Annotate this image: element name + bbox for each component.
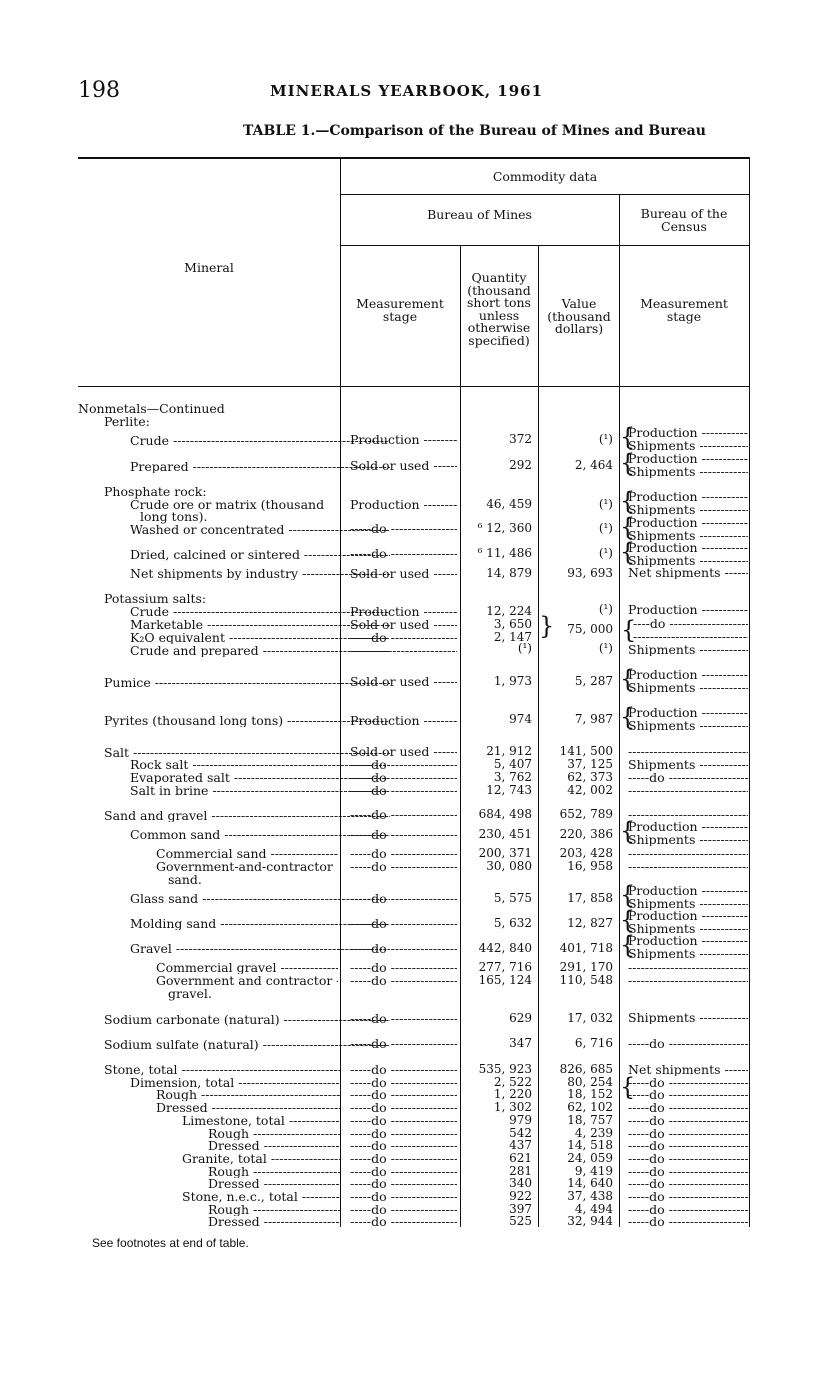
- header-bureau-of-mines: Bureau of Mines: [427, 207, 532, 222]
- mineral-sg-glass: Glass sand -----: [130, 892, 390, 905]
- stage-sg-glass: -----do -----: [350, 892, 457, 905]
- val-stone-7: 24, 059: [567, 1151, 613, 1165]
- stage-salt: Sold or used -----: [350, 745, 457, 758]
- col-line-5: [749, 157, 750, 1227]
- qty-stone-5: 542: [509, 1126, 532, 1140]
- census-sg-cg: [628, 961, 748, 974]
- stage-stone-0: -----do -----: [350, 1063, 457, 1076]
- table-title: TABLE 1.—Comparison of the Bureau of Mines and Bureau: [243, 123, 706, 139]
- mineral-stone-7: Granite, total -----: [182, 1152, 340, 1165]
- census-ph-crude-1: Production -----: [628, 490, 748, 503]
- val-stone-6: 14, 518: [567, 1138, 613, 1152]
- mineral-sg-commercial: Commercial sand -----: [156, 847, 338, 860]
- qty-salt-evap: 3, 762: [493, 770, 532, 784]
- mineral-sg-gov-2: sand.: [168, 872, 202, 887]
- stage-pot-crude: Production -----: [350, 605, 457, 618]
- qty-sulfate: 347: [509, 1036, 532, 1050]
- header-mineral: Mineral: [184, 260, 234, 275]
- stage-stone-6: -----do -----: [350, 1139, 457, 1152]
- census-sg-gravel-2: Shipments -----: [628, 947, 748, 960]
- qty-sg-glass: 5, 575: [493, 891, 532, 905]
- brace-icon: {: [620, 423, 636, 451]
- stage-ph-washed: -----do -----: [350, 522, 457, 535]
- mineral-pumice: Pumice -----: [104, 676, 390, 689]
- stage-stone-5: -----do -----: [350, 1127, 457, 1140]
- qty-pot-crude: 12, 224: [486, 604, 532, 618]
- mineral-sg-common: Common sand -----: [130, 828, 390, 841]
- mineral-stone-9: Dressed -----: [208, 1177, 340, 1190]
- qty-pot-marketable: 3, 650: [493, 617, 532, 631]
- stage-sg: -----do -----: [350, 808, 457, 821]
- qty-ph-net: 14, 879: [486, 566, 532, 580]
- val-stone-1: 80, 254: [567, 1075, 613, 1089]
- val-stone-12: 32, 944: [567, 1214, 613, 1228]
- brace-icon: {: [620, 449, 636, 477]
- mineral-stone-3: Dressed -----: [156, 1101, 340, 1114]
- qty-pumice: 1, 973: [493, 674, 532, 688]
- census-pot-crude: Production -----: [628, 603, 748, 616]
- val-sg-glass: 17, 858: [567, 891, 613, 905]
- mineral-salt: Salt -----: [104, 746, 390, 759]
- qty-stone-2: 1, 220: [493, 1087, 532, 1101]
- census-sulfate: -----do -----: [628, 1037, 748, 1050]
- qty-sg-gcg: 165, 124: [478, 973, 532, 987]
- mineral-sulfate: Sodium sulfate (natural) -----: [104, 1038, 390, 1051]
- census-pyrites-2: Shipments -----: [628, 719, 748, 732]
- brace-right-icon: }: [539, 612, 555, 640]
- census-pot-cp: Shipments -----: [628, 643, 748, 656]
- val-salt-brine: 42, 002: [567, 783, 613, 797]
- val-stone-2: 18, 152: [567, 1087, 613, 1101]
- page-number: 198: [78, 78, 120, 103]
- val-pot-crude: (¹): [598, 602, 613, 616]
- qty-ph-crude: 46, 459: [486, 497, 532, 511]
- stage-sg-common: -----do -----: [350, 828, 457, 841]
- mineral-ph-crude: Crude ore or matrix (thousand: [130, 497, 325, 512]
- qty-soda: 629: [509, 1011, 532, 1025]
- qty-perlite-prepared: 292: [509, 458, 532, 472]
- val-ph-net: 93, 693: [567, 566, 613, 580]
- census-stone-10: -----do -----: [628, 1190, 748, 1203]
- census-perlite-crude-1: Production -----: [628, 426, 748, 439]
- brace-icon: {: [620, 703, 636, 731]
- stage-stone-2: -----do -----: [350, 1088, 457, 1101]
- census-sg-gcg: [628, 974, 748, 987]
- mineral-sg-gov: Government-and-contractor: [156, 859, 333, 874]
- mineral-stone-2: Rough -----: [156, 1088, 340, 1101]
- mineral-stone-4: Limestone, total -----: [182, 1114, 340, 1127]
- census-pumice-1: Production -----: [628, 668, 748, 681]
- stage-soda: -----do -----: [350, 1012, 457, 1025]
- val-stone-8: 9, 419: [574, 1164, 613, 1178]
- rule-top: [78, 157, 750, 159]
- mineral-pot-k2o: K₂O equivalent -----: [130, 631, 390, 644]
- running-head: MINERALS YEARBOOK, 1961: [270, 82, 544, 100]
- mineral-sg-gcg-2: gravel.: [168, 986, 212, 1001]
- mineral-stone-1: Dimension, total -----: [130, 1076, 340, 1089]
- brace-icon: {: [620, 538, 636, 566]
- qty-stone-7: 621: [509, 1151, 532, 1165]
- mineral-ph-washed: Washed or concentrated -----: [130, 523, 390, 536]
- header-quantity: Quantity (thousand short tons unless otherwise specified): [467, 270, 531, 348]
- mineral-salt-evap: Evaporated salt -----: [130, 771, 390, 784]
- qty-stone-4: 979: [509, 1113, 532, 1127]
- mineral-ph-dried: Dried, calcined or sintered -----: [130, 548, 390, 561]
- stage-sg-molding: -----do -----: [350, 917, 457, 930]
- census-salt-rock: Shipments -----: [628, 758, 748, 771]
- brace-icon: {: [620, 881, 636, 909]
- mineral-stone-8: Rough -----: [208, 1165, 340, 1178]
- stage-salt-brine: -----do -----: [350, 784, 457, 797]
- census-perlite-crude-2: Shipments -----: [628, 439, 748, 452]
- col-line-1: [340, 157, 341, 1227]
- census-perlite-prepared-1: Production -----: [628, 452, 748, 465]
- mineral-stone-0: Stone, total -----: [104, 1063, 340, 1076]
- val-sg-molding: 12, 827: [567, 916, 613, 930]
- census-pyrites-1: Production -----: [628, 706, 748, 719]
- census-stone-9: -----do -----: [628, 1177, 748, 1190]
- mineral-pot-crude: Crude -----: [130, 605, 390, 618]
- census-stone-8: -----do -----: [628, 1165, 748, 1178]
- stage-stone-3: -----do -----: [350, 1101, 457, 1114]
- header-commodity-data: Commodity data: [492, 169, 598, 184]
- census-stone-6: -----do -----: [628, 1139, 748, 1152]
- census-salt-evap: -----do -----: [628, 771, 748, 784]
- val-sg-common: 220, 386: [559, 827, 613, 841]
- header-measurement-stage: Measurement stage: [356, 296, 444, 324]
- brace-icon: {: [620, 906, 636, 934]
- val-sg-gcg: 110, 548: [559, 973, 613, 987]
- mineral-sg-cg: Commercial gravel -----: [156, 961, 338, 974]
- stage-perlite-prepared: Sold or used -----: [350, 459, 457, 472]
- qty-perlite-crude: 372: [509, 432, 532, 446]
- qty-pot-cp: (¹): [517, 641, 532, 655]
- qty-ph-washed: ⁶ 12, 360: [477, 521, 532, 535]
- mineral-sg: Sand and gravel -----: [104, 809, 390, 822]
- census-ph-dried-1: Production -----: [628, 541, 748, 554]
- census-sg-gov: [628, 860, 748, 873]
- qty-pyrites: 974: [509, 712, 532, 726]
- stage-salt-rock: -----do -----: [350, 758, 457, 771]
- census-pumice-2: Shipments -----: [628, 681, 748, 694]
- stage-stone-1: -----do -----: [350, 1076, 457, 1089]
- census-sg-glass-1: Production -----: [628, 884, 748, 897]
- qty-stone-8: 281: [509, 1164, 532, 1178]
- brace-icon: {: [620, 931, 636, 959]
- mineral-perlite-prepared: Prepared -----: [130, 460, 390, 473]
- census-ph-net: Net shipments -----: [628, 566, 748, 579]
- mineral-salt-brine: Salt in brine -----: [130, 784, 390, 797]
- stage-ph-net: Sold or used -----: [350, 567, 457, 580]
- qty-sg-common: 230, 451: [478, 827, 532, 841]
- qty-ph-dried: ⁶ 11, 486: [477, 546, 532, 560]
- section-heading: Nonmetals—Continued: [78, 401, 225, 416]
- mineral-stone-6: Dressed -----: [208, 1139, 340, 1152]
- header-census-stage: Measurement stage: [640, 296, 728, 324]
- val-stone-9: 14, 640: [567, 1176, 613, 1190]
- mineral-stone-10: Stone, n.e.c., total -----: [182, 1190, 340, 1203]
- stage-sulfate: -----do -----: [350, 1037, 457, 1050]
- group-potassium: Potassium salts:: [104, 591, 207, 606]
- qty-pot-k2o: 2, 147: [493, 630, 532, 644]
- header-value: Value (thousand dollars): [547, 296, 611, 336]
- val-salt-rock: 37, 125: [567, 757, 613, 771]
- census-soda: Shipments -----: [628, 1011, 748, 1024]
- census-stone-1: -----do -----: [628, 1076, 748, 1089]
- mineral-pot-marketable: Marketable -----: [130, 618, 390, 631]
- census-stone-12: -----do -----: [628, 1215, 748, 1228]
- qty-stone-10: 922: [509, 1189, 532, 1203]
- val-sulfate: 6, 716: [574, 1036, 613, 1050]
- census-pot-marketable: ----do -----: [633, 617, 748, 630]
- group-phosphate: Phosphate rock:: [104, 484, 207, 499]
- group-perlite: Perlite:: [104, 414, 150, 429]
- stage-pot-k2o: -----do -----: [350, 631, 457, 644]
- stage-stone-8: -----do -----: [350, 1165, 457, 1178]
- rule-commodity: [340, 194, 750, 195]
- val-perlite-crude: (¹): [598, 432, 613, 446]
- census-sg-gravel-1: Production -----: [628, 934, 748, 947]
- census-stone-5: -----do -----: [628, 1127, 748, 1140]
- val-ph-dried: (¹): [598, 546, 613, 560]
- val-salt-evap: 62, 373: [567, 770, 613, 784]
- qty-stone-9: 340: [509, 1176, 532, 1190]
- census-ph-washed-2: Shipments -----: [628, 529, 748, 542]
- qty-stone-6: 437: [509, 1138, 532, 1152]
- val-salt: 141, 500: [559, 744, 613, 758]
- census-sg-molding-1: Production -----: [628, 909, 748, 922]
- stage-stone-4: -----do -----: [350, 1114, 457, 1127]
- val-sg-gov: 16, 958: [567, 859, 613, 873]
- stage-perlite-crude: Production -----: [350, 433, 457, 446]
- census-perlite-prepared-2: Shipments -----: [628, 465, 748, 478]
- qty-stone-0: 535, 923: [478, 1062, 532, 1076]
- stage-stone-9: -----do -----: [350, 1177, 457, 1190]
- mineral-perlite-crude: Crude -----: [130, 434, 390, 447]
- val-stone-3: 62, 102: [567, 1100, 613, 1114]
- stage-stone-12: -----do -----: [350, 1215, 457, 1228]
- stage-ph-crude: Production -----: [350, 498, 457, 511]
- val-ph-crude: (¹): [598, 497, 613, 511]
- stage-sg-gravel: -----do -----: [350, 942, 457, 955]
- mineral-sg-molding: Molding sand -----: [130, 917, 390, 930]
- qty-salt: 21, 912: [486, 744, 532, 758]
- stage-sg-commercial: -----do -----: [350, 847, 457, 860]
- census-sg-glass-2: Shipments -----: [628, 897, 748, 910]
- census-stone-11: -----do -----: [628, 1203, 748, 1216]
- census-stone-7: -----do -----: [628, 1152, 748, 1165]
- val-stone-5: 4, 239: [574, 1126, 613, 1140]
- val-stone-0: 826, 685: [559, 1062, 613, 1076]
- mineral-pyrites: Pyrites (thousand long tons) -----: [104, 714, 390, 727]
- stage-sg-cg: -----do -----: [350, 961, 457, 974]
- stage-salt-evap: -----do -----: [350, 771, 457, 784]
- header-bureau-census: Bureau of the Census: [640, 206, 728, 234]
- mineral-pot-cp: Crude and prepared -----: [130, 644, 390, 657]
- stage-pumice: Sold or used -----: [350, 675, 457, 688]
- qty-sg-gov: 30, 080: [486, 859, 532, 873]
- stage-stone-10: -----do -----: [350, 1190, 457, 1203]
- stage-sg-gcg: -----do -----: [350, 974, 457, 987]
- census-pot-k2o: [633, 630, 748, 643]
- val-sg-gravel: 401, 718: [559, 941, 613, 955]
- val-perlite-prepared: 2, 464: [574, 458, 613, 472]
- val-pot-marketable: 75, 000: [567, 622, 613, 636]
- qty-sg-commercial: 200, 371: [478, 846, 532, 860]
- col-line-3: [538, 245, 539, 1227]
- census-salt: [628, 745, 748, 758]
- stage-pyrites: Production -----: [350, 714, 457, 727]
- mineral-stone-5: Rough -----: [208, 1127, 340, 1140]
- val-stone-4: 18, 757: [567, 1113, 613, 1127]
- qty-sg-cg: 277, 716: [478, 960, 532, 974]
- brace-left-icon: {: [621, 616, 637, 644]
- census-ph-crude-2: Shipments -----: [628, 503, 748, 516]
- census-stone-2: -----do -----: [628, 1088, 748, 1101]
- val-pyrites: 7, 987: [574, 712, 613, 726]
- qty-stone-3: 1, 302: [493, 1100, 532, 1114]
- census-salt-brine: [628, 784, 748, 797]
- mineral-salt-rock: Rock salt -----: [130, 758, 390, 771]
- qty-salt-brine: 12, 743: [486, 783, 532, 797]
- mineral-sg-gravel: Gravel -----: [130, 942, 390, 955]
- val-stone-10: 37, 438: [567, 1189, 613, 1203]
- val-sg-commercial: 203, 428: [559, 846, 613, 860]
- brace-icon: {: [620, 817, 636, 845]
- qty-stone-12: 525: [509, 1214, 532, 1228]
- mineral-stone-12: Dressed -----: [208, 1215, 340, 1228]
- census-ph-dried-2: Shipments -----: [628, 554, 748, 567]
- mineral-ph-net: Net shipments by industry -----: [130, 567, 390, 580]
- qty-sg-molding: 5, 632: [493, 916, 532, 930]
- rule-bureaus: [340, 245, 750, 246]
- qty-sg-gravel: 442, 840: [478, 941, 532, 955]
- val-sg-cg: 291, 170: [559, 960, 613, 974]
- stage-stone-7: -----do -----: [350, 1152, 457, 1165]
- stage-sg-gov: -----do -----: [350, 860, 457, 873]
- qty-sg: 684, 498: [478, 807, 532, 821]
- census-sg-common-1: Production -----: [628, 820, 748, 833]
- val-stone-11: 4, 494: [574, 1202, 613, 1216]
- census-sg-commercial: [628, 847, 748, 860]
- brace-icon: {: [620, 513, 636, 541]
- mineral-stone-11: Rough -----: [208, 1203, 340, 1216]
- brace-icon: {: [620, 487, 636, 515]
- stage-stone-11: -----do -----: [350, 1203, 457, 1216]
- census-sg-molding-2: Shipments -----: [628, 922, 748, 935]
- val-pumice: 5, 287: [574, 674, 613, 688]
- qty-stone-1: 2, 522: [493, 1075, 532, 1089]
- val-soda: 17, 032: [567, 1011, 613, 1025]
- val-ph-washed: (¹): [598, 521, 613, 535]
- qty-stone-11: 397: [509, 1202, 532, 1216]
- census-stone-4: -----do -----: [628, 1114, 748, 1127]
- brace-icon: {: [620, 665, 636, 693]
- val-sg: 652, 789: [559, 807, 613, 821]
- stage-ph-dried: -----do -----: [350, 547, 457, 560]
- qty-salt-rock: 5, 407: [493, 757, 532, 771]
- census-ph-washed-1: Production -----: [628, 516, 748, 529]
- footnote: See footnotes at end of table.: [92, 1236, 249, 1250]
- mineral-ph-crude-2: long tons).: [140, 509, 208, 524]
- stage-pot-cp: [350, 644, 457, 657]
- brace-icon: {: [620, 1073, 636, 1101]
- mineral-soda: Sodium carbonate (natural) -----: [104, 1013, 390, 1026]
- col-line-2: [460, 245, 461, 1227]
- mineral-sg-gcg: Government and contractor -----: [156, 974, 338, 987]
- census-stone-3: -----do -----: [628, 1101, 748, 1114]
- rule-header-bottom: [78, 386, 750, 387]
- stage-pot-marketable: Sold or used -----: [350, 618, 457, 631]
- val-pot-cp: (¹): [598, 641, 613, 655]
- census-sg-common-2: Shipments -----: [628, 833, 748, 846]
- census-stone-0: Net shipments -----: [628, 1063, 748, 1076]
